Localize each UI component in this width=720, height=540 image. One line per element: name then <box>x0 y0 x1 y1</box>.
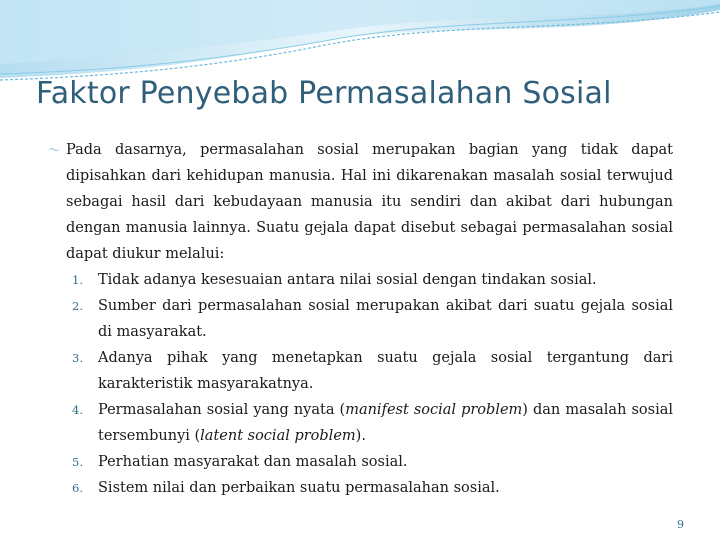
page-number: 9 <box>677 518 684 531</box>
slide-body <box>48 137 673 501</box>
list-item <box>48 449 673 475</box>
list-item-text: Tidak adanya kesesuaian antara nilai sosial dengan tindakan sosial. <box>98 272 597 288</box>
list-number: 1. <box>72 273 83 287</box>
list-number: 2. <box>72 299 83 313</box>
list-item-text: Perhatian masyarakat dan masalah sosial. <box>98 454 408 470</box>
list-item <box>48 397 673 449</box>
list-item <box>48 475 673 501</box>
list-number: 6. <box>72 481 83 495</box>
list-number: 3. <box>72 351 83 365</box>
slide-title: Faktor Penyebab Permasalahan Sosial <box>36 76 612 111</box>
list-number: 5. <box>72 455 83 469</box>
list-item <box>48 345 673 397</box>
intro-text: Pada dasarnya, permasalahan sosial merupakan bagian yang tidak dapat dipisahkan dari kehidupan manusia. Hal ini dikarenakan masalah sosial terwujud sebagai hasil dari kebudayaan manusia itu sendiri dan akibat dari hubungan dengan manusia lainnya. Suatu gejala dapat disebut sebagai permasalahan sosial dapat diukur melalui: <box>66 142 673 262</box>
list-item <box>48 267 673 293</box>
list-item-text: Permasalahan sosial yang nyata (manifest social problem) dan masalah sosial tersembunyi (latent social problem). <box>98 402 673 444</box>
list-item-text: Sistem nilai dan perbaikan suatu permasalahan sosial. <box>98 480 500 496</box>
factor-list <box>48 267 673 501</box>
list-item <box>48 293 673 345</box>
intro-paragraph <box>48 137 673 267</box>
emphasis-term: latent social problem <box>200 428 356 444</box>
emphasis-term: manifest social problem <box>345 402 523 418</box>
list-number: 4. <box>72 403 83 417</box>
list-item-text: Sumber dari permasalahan sosial merupakan akibat dari suatu gejala sosial di masyarakat. <box>98 298 673 340</box>
wave-bullet-icon: 〜 <box>48 143 61 157</box>
list-item-text: Adanya pihak yang menetapkan suatu gejala sosial tergantung dari karakteristik masyarakatnya. <box>98 350 673 392</box>
